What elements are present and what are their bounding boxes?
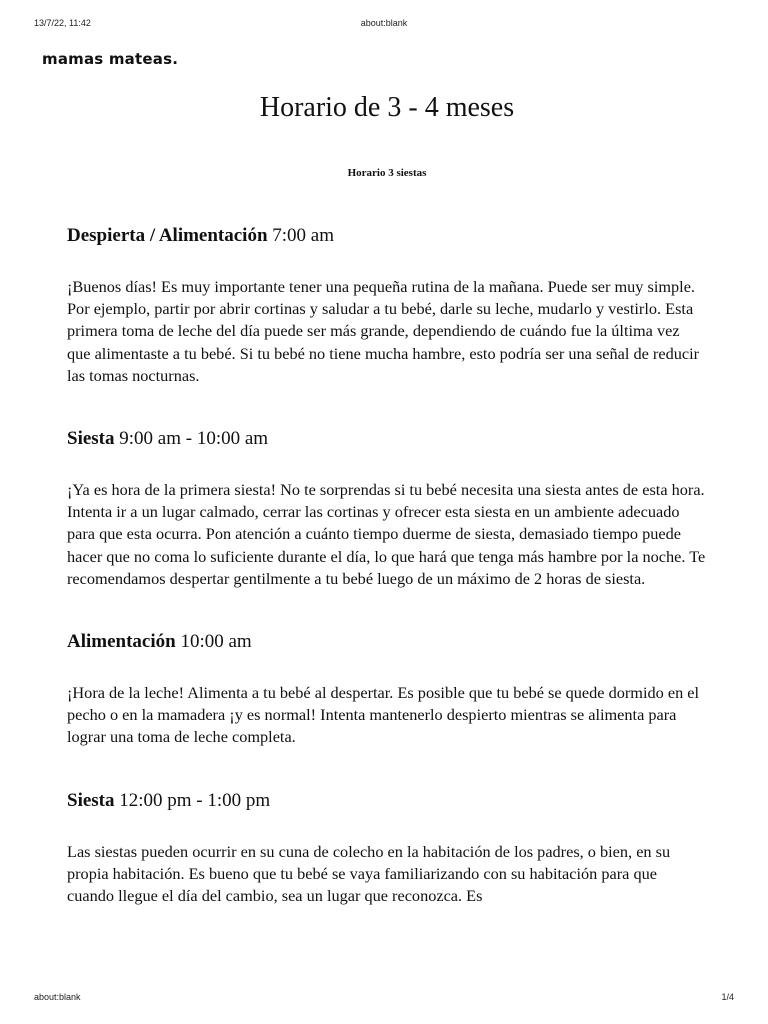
section-body-wake-feed: ¡Buenos días! Es muy importante tener una pequeña rutina de la mañana. Puede ser muy simple. Por ejemplo, partir por abrir cortinas y saludar a tu bebé, darle su leche, mudarlo y vestirlo. Esta primera toma de leche del día puede ser más grande, dependiendo de cuándo fue la última vez que alimentaste a tu bebé. Si tu bebé no tiene mucha hambre, esto podría ser una señal de reducir las tomas nocturnas.: [67, 277, 700, 385]
print-header: [0, 18, 768, 32]
section-heading-nap-1: [67, 427, 707, 451]
section-time: 12:00 pm - 1:00 pm: [114, 789, 271, 811]
section-heading-nap-2: [67, 789, 707, 813]
section-time: 10:00 am: [175, 631, 252, 653]
page-number: 1/4: [721, 992, 734, 1002]
section-heading-feed: [67, 630, 707, 654]
page-title: Horario de 3 - 4 meses: [259, 92, 515, 123]
section-heading-wake-feed: [67, 224, 707, 248]
section-label: Despierta / Alimentación: [67, 225, 268, 246]
brand-logo: mamas mateas.: [42, 50, 179, 68]
section-body-nap-2: Las siestas pueden ocurrir en su cuna de colecho en la habitación de los padres, o bien, en su propia habitación. Es bueno que tu bebé se vaya familiarizando con su habitación para que cuando llegue el día del cambio, sea un lugar que reconozca. Es: [67, 841, 671, 906]
section-label: Alimentación: [67, 631, 176, 653]
section-label: Siesta: [67, 789, 115, 811]
section-body-nap-1: ¡Ya es hora de la primera siesta! No te sorprendas si tu bebé necesita una siesta antes de esta hora. Intenta ir a un lugar calmado, cerrar las cortinas y ofrecer esta siesta en un ambiente adecuado para que esta ocurra. Pon atención a cuánto tiempo duerme de siesta, demasiado tiempo puede hacer que no coma lo suficiente durante el día, lo que hará que tenga más hambre por la noche. Te recomendamos despertar gentilmente a tu bebé luego de un máximo de 2 horas de siesta.: [67, 480, 706, 588]
section-time: 9:00 am - 10:00 am: [114, 428, 269, 450]
print-page-url: about:blank: [360, 18, 408, 28]
print-datetime: 13/7/22, 11:42: [34, 18, 91, 28]
section-body-feed: ¡Hora de la leche! Alimenta a tu bebé al despertar. Es posible que tu bebé se quede dormido en el pecho o en la mamadera ¡y es normal! Intenta mantenerlo despierto mientras se alimenta para lograr una toma de leche completa.: [67, 683, 700, 747]
section-time: 7:00 am: [267, 225, 335, 246]
document-content: [67, 88, 707, 907]
footer-page-url: about:blank: [34, 992, 81, 1002]
page-subtitle: Horario 3 siestas: [347, 167, 427, 179]
print-footer: [0, 992, 768, 1006]
section-label: Siesta: [67, 428, 115, 450]
